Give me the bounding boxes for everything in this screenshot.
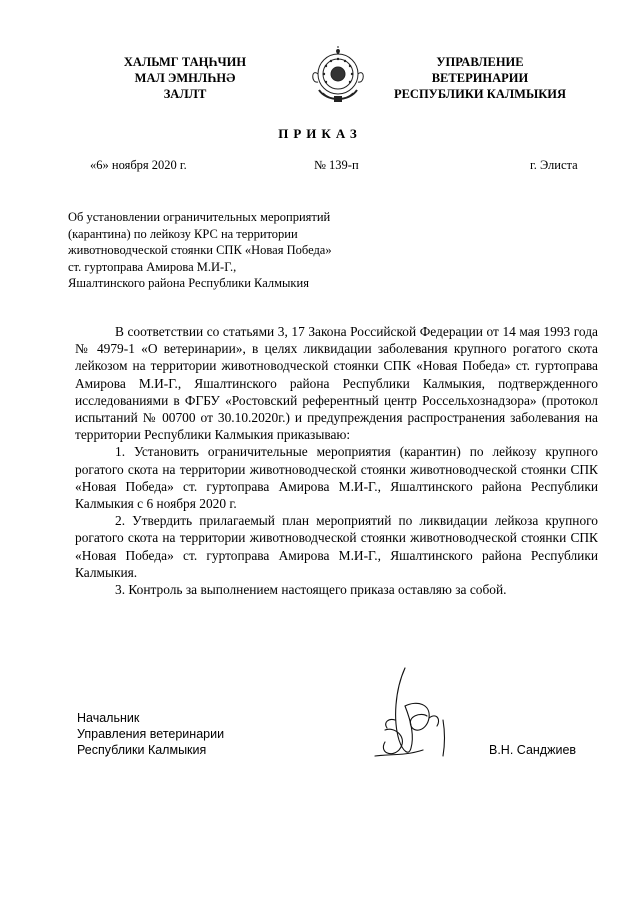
document-body (75, 323, 598, 598)
kalmykia-emblem-icon (305, 46, 371, 106)
header-right-line-3: РЕСПУБЛИКИ КАЛМЫКИЯ (393, 87, 567, 101)
document-title: ПРИКАЗ (278, 126, 362, 141)
header-left-line-1: ХАЛЬМГ ТАҢҺЧИН (123, 55, 247, 69)
header-right-line-2: ВЕТЕРИНАРИИ (431, 71, 529, 85)
subject-line-5: Яшалтинского района Республики Калмыкия (68, 276, 309, 290)
subject-line-3: животноводческой стоянки СПК «Новая Победа» (68, 243, 332, 257)
document-city: г. Элиста (530, 158, 578, 172)
document-date: «6» ноября 2020 г. (90, 158, 187, 172)
position-line-1: Начальник (77, 711, 140, 725)
order-item-2: 2. Утвердить прилагаемый план мероприятий по ликвидации лейкоза крупного рогатого скота на территории животноводческой стоянки животноводческой стоянки СПК «Новая Победа» ст. гуртоправа Амирова М.И-Г., Яшалтинского района Республики Калмыкия. (75, 513, 598, 580)
subject-line-4: ст. гуртоправа Амирова М.И-Г., (68, 259, 237, 274)
signatory-position (77, 710, 224, 758)
header-right (380, 54, 580, 102)
header-left-line-3: ЗАЛЛТ (163, 87, 207, 101)
order-item-1: 1. Установить ограничительные мероприятия (карантин) по лейкозу крупного рогатого скота на территории животноводческой стоянки животноводческой стоянки СПК «Новая Победа» ст. гуртоправа Амирова М.И-Г., Яшалтинского района Республики Калмыкия с 6 ноября 2020 г. (75, 444, 598, 512)
document-number: № 139-п (314, 158, 359, 172)
document-subject (68, 209, 332, 292)
header-right-line-1: УПРАВЛЕНИЕ (436, 55, 524, 69)
handwritten-signature (365, 660, 465, 770)
order-item-3: 3. Контроль за выполнением настоящего приказа оставляю за собой. (115, 582, 507, 598)
position-line-3: Республики Калмыкия (77, 743, 207, 757)
subject-line-1: Об установлении ограничительных мероприятий (68, 210, 331, 224)
signatory-name: В.Н. Санджиев (489, 743, 577, 757)
body-intro-paragraph: В соответствии со статьями 3, 17 Закона Российской Федерации от 14 мая 1993 года № 4979-1 «О ветеринарии», в целях ликвидации заболевания крупного рогатого скота лейкозом на территории животноводческой стоянки СПК «Новая Победа» ст. гуртоправа Амирова М.И-Г., Яшалтинского района Республики Калмыкия, подтвержденного исследованиями в ФГБУ «Ростовский референтный центр Россельхознадзора» (протокол испытаний № 00700 от 30.10.2020г.) и предупреждения распространения заболевания на территории Республики Калмыкия приказываю: (75, 324, 598, 443)
header-left-line-2: МАЛ ЭМНЛҺНӘ (134, 71, 236, 85)
position-line-2: Управления ветеринарии (77, 727, 225, 741)
header-left (100, 54, 270, 102)
subject-line-2: (карантина) по лейкозу КРС на территории (68, 226, 298, 241)
